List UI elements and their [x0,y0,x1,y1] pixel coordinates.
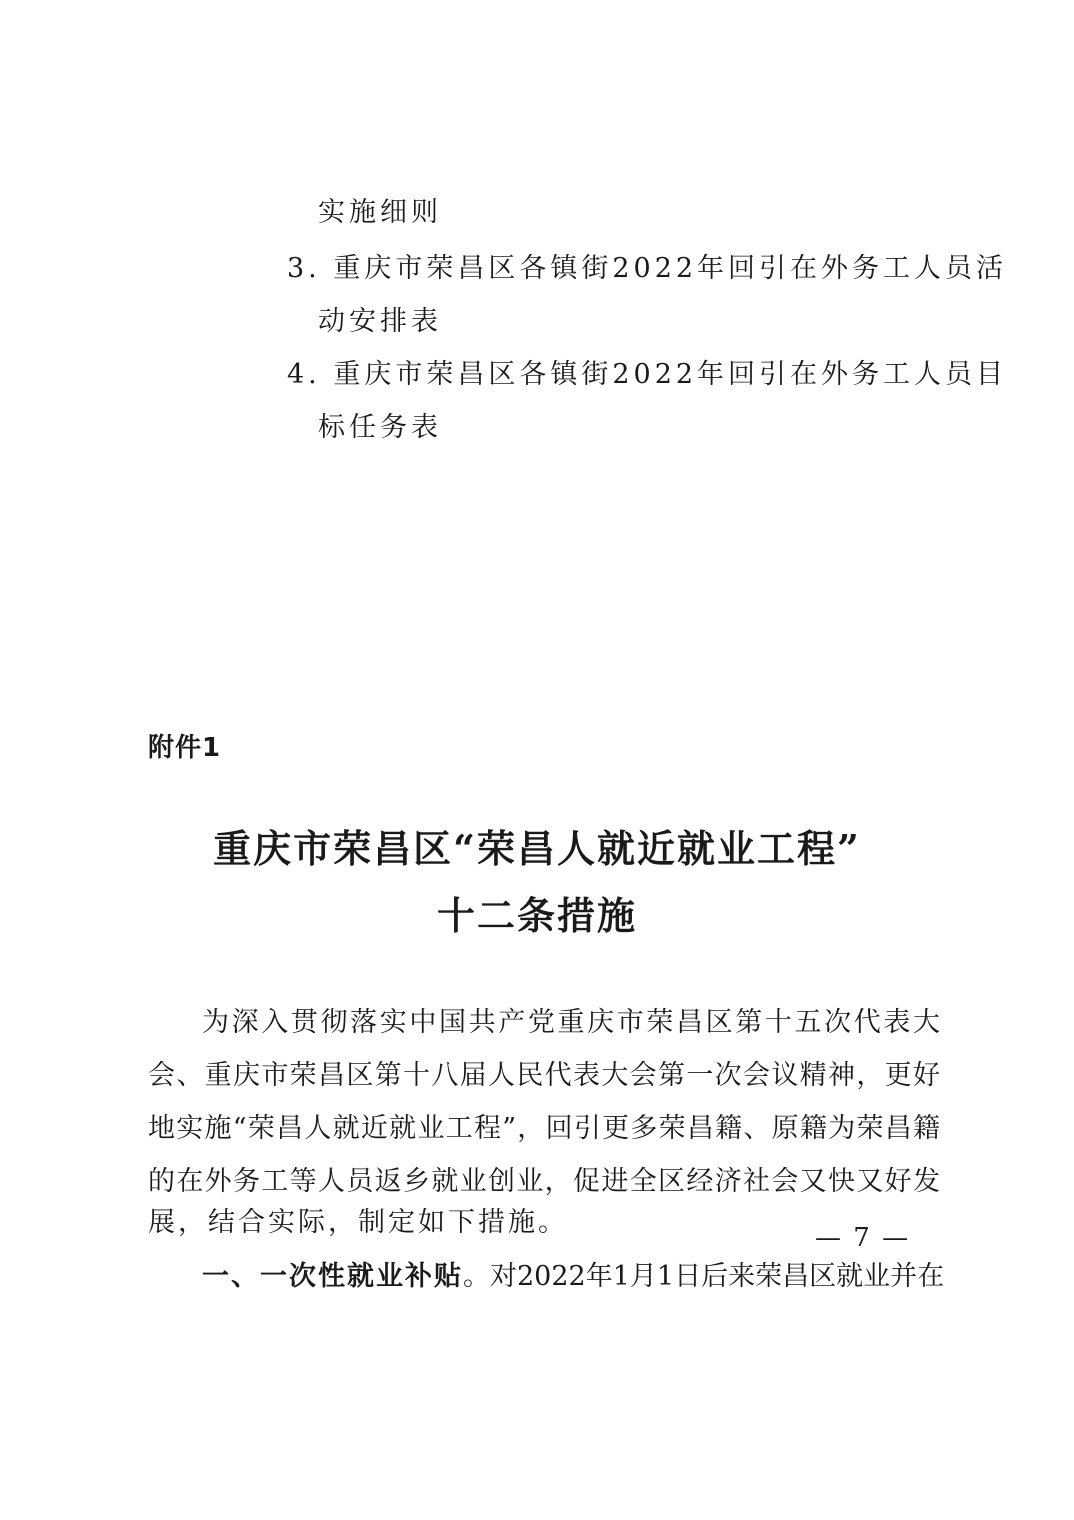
list-item-3-line2: 动安排表 [318,306,442,337]
paragraph-2-line1 [202,1260,945,1294]
list-item-4-line1: 4. 重庆市荣昌区各镇街2022年回引在外务工人员目 [287,359,1008,390]
list-item-2-continuation: 实施细则 [318,197,442,228]
paragraph-1-line4: 的在外务工等人员返乡就业创业，促进全区经济社会又快又好发 [148,1166,940,1197]
paragraph-1-line3: 地实施“荣昌人就近就业工程”，回引更多荣昌籍、原籍为荣昌籍 [148,1113,940,1144]
document-title-line2: 十二条措施 [436,893,637,938]
document-title-line1: 重庆市荣昌区“荣昌人就近就业工程” [213,826,861,871]
paragraph-1-line1: 为深入贯彻落实中国共产党重庆市荣昌区第十五次代表大 [202,1007,940,1038]
paragraph-1-line5: 展，结合实际，制定如下措施。 [148,1207,568,1238]
paragraph-1-line2: 会、重庆市荣昌区第十八届人民代表大会第一次会议精神，更好 [148,1060,940,1091]
list-item-3-line1: 3. 重庆市荣昌区各镇街2022年回引在外务工人员活 [287,253,1008,284]
annex-label: 附件1 [148,733,222,763]
section-heading-one-time-subsidy: 一、一次性就业补贴 [202,1261,463,1292]
list-item-4-line2: 标任务表 [318,412,442,443]
paragraph-2-text: 。对2022年1月1日后来荣昌区就业并在 [463,1261,945,1292]
page-number: — 7 — [815,1223,911,1253]
